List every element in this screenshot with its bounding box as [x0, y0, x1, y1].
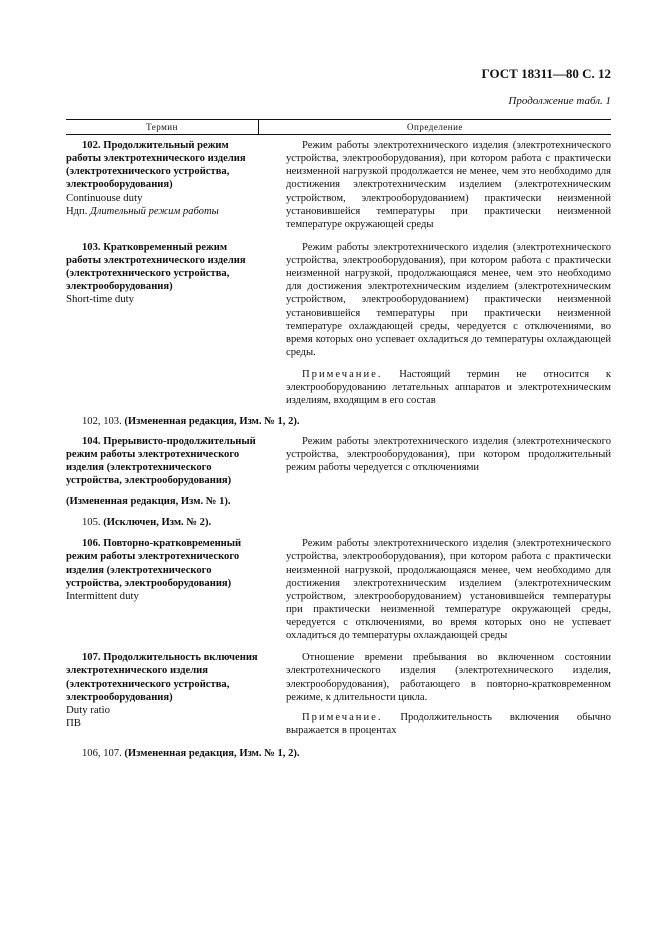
definition-text: Режим работы электротехнического изделия (электротехнического устройства, электрооборудования), при котором работа с практически неизменной нагрузкой, продолжающаяся менее, чем это необходимо для достижения электротехническим изделием (электротехническим устройством, электрооборудованием) практически неизменной установившейся температуры при практически неизменной температуре охлаждающей среды, чередуется с отключениями, во время которых оно успевает охладиться до температуры охлаждающей среды.: [286, 241, 611, 358]
term-cell: [66, 537, 262, 642]
note-text: Продолжительность включения обычно выражается в процентах: [286, 711, 611, 736]
entry-105: [66, 516, 611, 529]
edit-numbers: 102, 103.: [82, 416, 122, 428]
term-ru: Продолжительный режим работы электротехнического изделия (электротехнического устройства, электрооборудования): [66, 140, 246, 191]
definition-cell: [262, 651, 611, 737]
edit-note-104: (Измененная редакция, Изм. № 1).: [66, 496, 231, 507]
term-cell: [66, 139, 262, 231]
definition-note: [286, 711, 611, 737]
edit-text: (Измененная редакция, Изм. № 1, 2).: [124, 748, 300, 759]
ndp-term: Длительный режим работы: [90, 205, 219, 217]
term-cell: [66, 435, 262, 488]
term-number: 104.: [82, 435, 101, 447]
entry-106: [66, 537, 611, 642]
definition-text: Режим работы электротехнического изделия (электротехнического устройства, электрооборудования), при котором работа с практически неизменной нагрузкой продолжается не менее, чем это необходимо для достижения электротехническим изделием (электротехническим устройством, электрооборудованием) практически неизменной установившейся температуры при практически неизменной температуре окружающей среды: [286, 140, 611, 230]
term-en: Short-time duty: [66, 293, 135, 306]
note-text: Настоящий термин не относится к электрооборудованию летательных аппаратов и электротехническим изделиям, входящим в его состав: [286, 369, 611, 407]
note-label: Примечание.: [302, 369, 383, 380]
terms-table: [66, 119, 611, 760]
edit-numbers: 106, 107.: [82, 748, 122, 759]
term-abbr: ПВ: [66, 717, 81, 730]
term-number: 103.: [82, 241, 101, 253]
entry-104: [66, 435, 611, 488]
term-title: [66, 241, 258, 294]
term-number: 106.: [82, 538, 101, 550]
term-ru: Продолжительность включения электротехнического изделия (электротехнического устройства, электрооборудования): [66, 652, 258, 703]
term-number: 105.: [82, 517, 101, 529]
edit-text: (Измененная редакция, Изм. № 1, 2).: [124, 416, 300, 428]
term-number: 107.: [82, 652, 101, 664]
edit-note-102-103: [66, 415, 611, 428]
term-en: Duty ratio: [66, 703, 111, 716]
term-title: [66, 139, 258, 192]
entry-102: [66, 139, 611, 231]
page-header-standard: ГОСТ 18311—80 С. 12: [481, 66, 611, 81]
definition-cell: [262, 435, 611, 488]
column-header-definition: Определение: [407, 122, 463, 132]
definition-text: Режим работы электротехнического изделия (электротехнического устройства, электрооборудования), при котором работа с практически неизменной нагрузкой, продолжающаяся менее, чем необходимо для достижения электротехническим изделием (электротехническим устройством, электрооборудованием) установившейся температуры при практически неизменной температуре окружающей среды, чередуется с отключениями, во время которых оно не успевает охладиться до температуры охлаждающей среды: [286, 538, 611, 642]
term-ru: Повторно-кратковременный режим работы электротехнического изделия (электротехнического устройства, электрооборудования): [66, 538, 242, 589]
definition-note: [286, 368, 611, 407]
term-title: [66, 435, 258, 488]
term-title: [66, 537, 258, 590]
excluded-text: (Исключен, Изм. № 2).: [103, 517, 212, 529]
term-en: Intermittent duty: [66, 589, 139, 602]
table-header-row: [66, 119, 611, 135]
definition-cell: [262, 139, 611, 231]
entry-103: [66, 241, 611, 408]
term-cell: [66, 651, 262, 737]
edit-note-106-107: [66, 747, 611, 760]
term-ru: Кратковременный режим работы электротехнического изделия (электротехнического устройства, электрооборудования): [66, 241, 246, 293]
ndp-prefix: Ндп.: [66, 205, 88, 217]
definition-text: Режим работы электротехнического изделия (электротехнического устройства, электрооборудования), при котором продолжительный режим работы чередуется с отключениями: [286, 435, 611, 473]
term-ndp: [66, 205, 258, 218]
term-en: Continuouse duty: [66, 191, 143, 204]
definition-text: Отношение времени пребывания во включенном состоянии электротехнического изделия (электротехнического изделия, электрооборудования), работающего в повторно-кратковременном режиме, к длительности цикла.: [286, 652, 611, 703]
term-cell: [66, 241, 262, 408]
term-title: [66, 651, 258, 704]
definition-cell: [262, 537, 611, 642]
table-continuation-label: Продолжение табл. 1: [508, 95, 611, 107]
definition-cell: [262, 241, 611, 408]
entry-107: [66, 651, 611, 737]
term-ru: Прерывисто-продолжительный режим работы электротехнического изделия (электротехнического устройства, электрооборудования): [66, 435, 256, 486]
term-number: 102.: [82, 140, 101, 151]
note-label: Примечание.: [302, 711, 383, 723]
column-header-term: Термин: [66, 120, 259, 134]
